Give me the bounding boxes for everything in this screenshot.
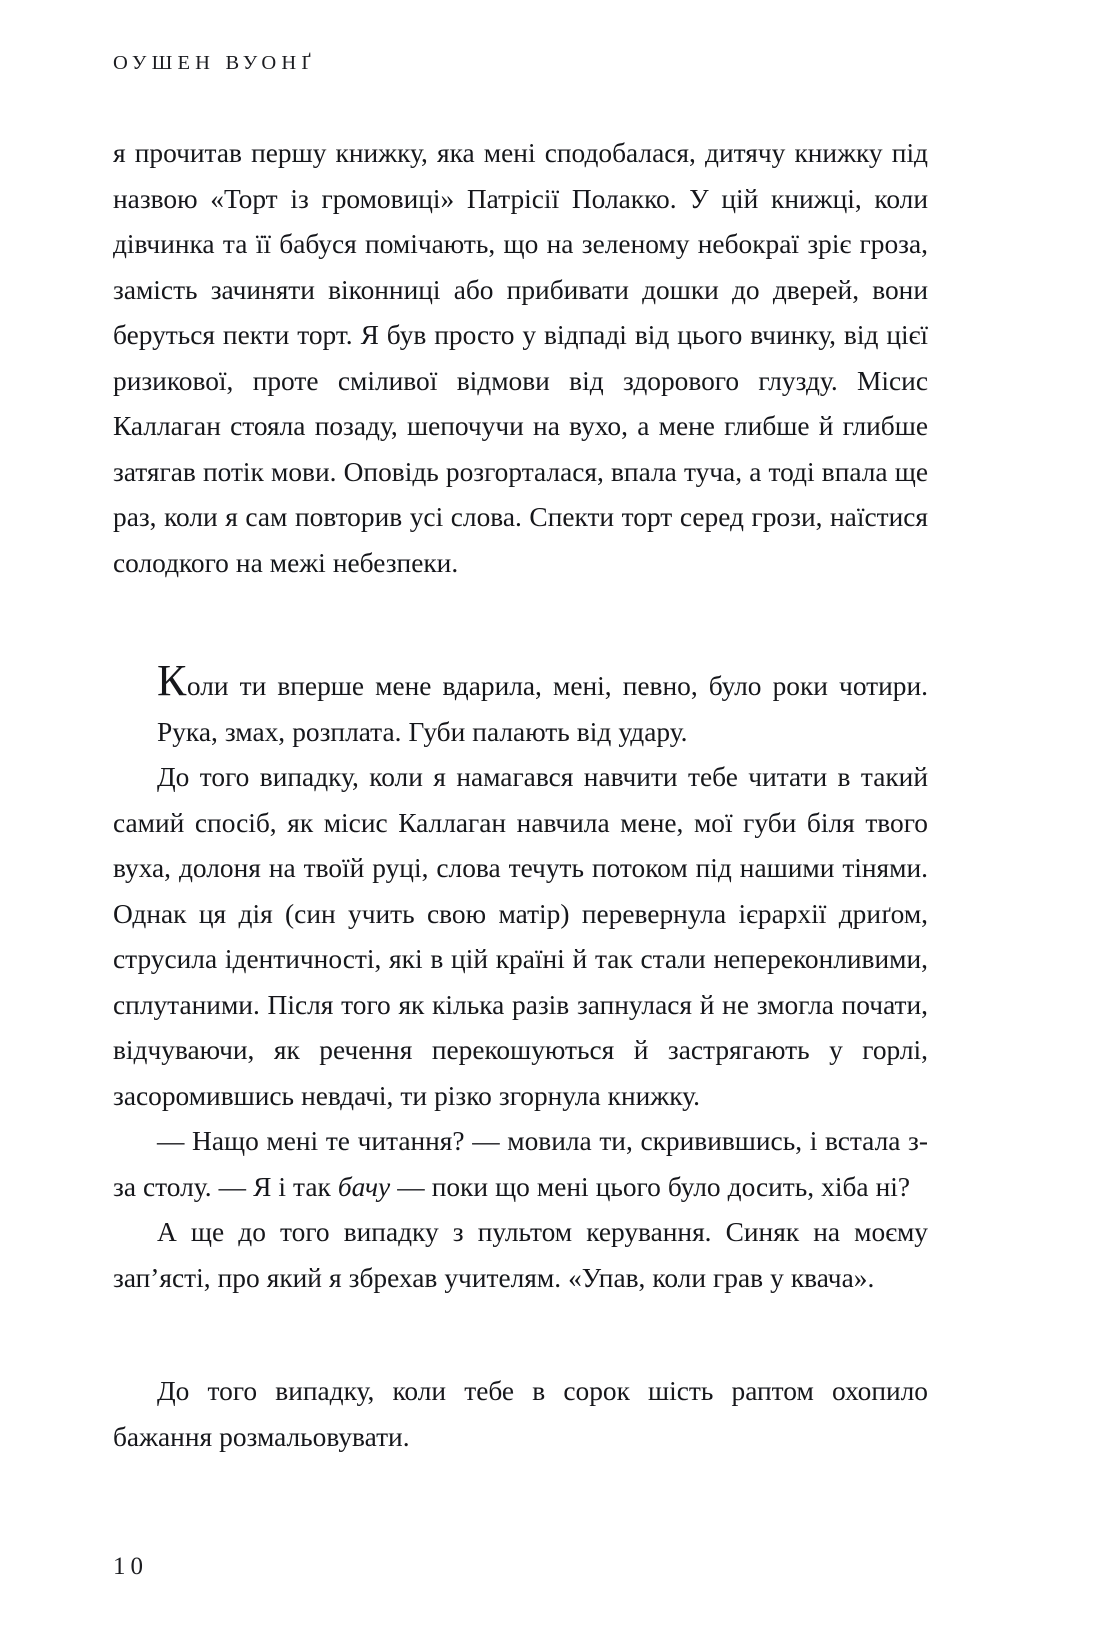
page-number: 10 xyxy=(113,1553,148,1580)
body-text-block xyxy=(113,131,928,1460)
paragraph-2-text: оли ти вперше мене вдарила, мені, певно, було роки чотири. Рука, змах, розплата. Губи палають від удару. xyxy=(157,671,928,747)
paragraph-break-spacer xyxy=(113,1301,928,1369)
paragraph-with-initial-cap xyxy=(113,656,928,755)
paragraph-continued: я прочитав першу книжку, яка мені сподобалася, дитячу книжку під назвою «Торт із громовиці» Патрісії Полакко. У цій книжці, коли дівчинка та її бабуся помічають, що на зеленому небокраї зріє гроза, замість зачиняти віконниці або прибивати дошки до дверей, вони беруться пекти торт. Я був просто у відпаді від цього вчинку, від цієї ризикової, проте сміливої відмови від здорового глузду. Місис Каллаган стояла позаду, шепочучи на вухо, а мене глибше й глибше затягав потік мови. Оповідь розгорталася, впала туча, а тоді впала ще раз, коли я сам повторив усі слова. Спекти торт серед грози, наїстися солодкого на межі небезпеки. xyxy=(113,138,928,578)
dialogue-text-before-emphasis: — Нащо мені те читання? — мовила ти, скривившись, і встала з-за столу. — Я і так xyxy=(113,1126,928,1202)
dialogue-text-after-emphasis: — поки що мені цього було досить, хіба ні? xyxy=(390,1171,911,1202)
paragraph-5: А ще до того випадку з пультом керування. Синяк на моєму зап’ясті, про який я збрехав учителям. «Упав, коли грав у квача». xyxy=(113,1217,928,1293)
emphasised-word: бачу xyxy=(337,1171,391,1202)
paragraph-6: До того випадку, коли тебе в сорок шість раптом охопило бажання розмальовувати. xyxy=(113,1376,928,1452)
paragraph-3: До того випадку, коли я намагався навчити тебе читати в такий самий спосіб, як місис Каллаган навчила мене, мої губи біля твого вуха, долоня на твоїй руці, слова течуть потоком під нашими тінями. Однак ця дія (син учить свою матір) перевернула ієрархії дриґом, струсила ідентичності, які в цій країні й так стали непереконливими, сплутаними. Після того як кілька разів запнулася й не змогла почати, відчуваючи, як речення перекошуються й застрягають у горлі, засоромившись невдачі, ти різко згорнула книжку. xyxy=(113,762,928,1111)
initial-capital: К xyxy=(157,656,187,705)
section-break-spacer xyxy=(113,586,928,664)
paragraph-4-dialogue xyxy=(113,1119,928,1210)
running-head: ОУШЕН ВУОНҐ xyxy=(113,52,316,74)
